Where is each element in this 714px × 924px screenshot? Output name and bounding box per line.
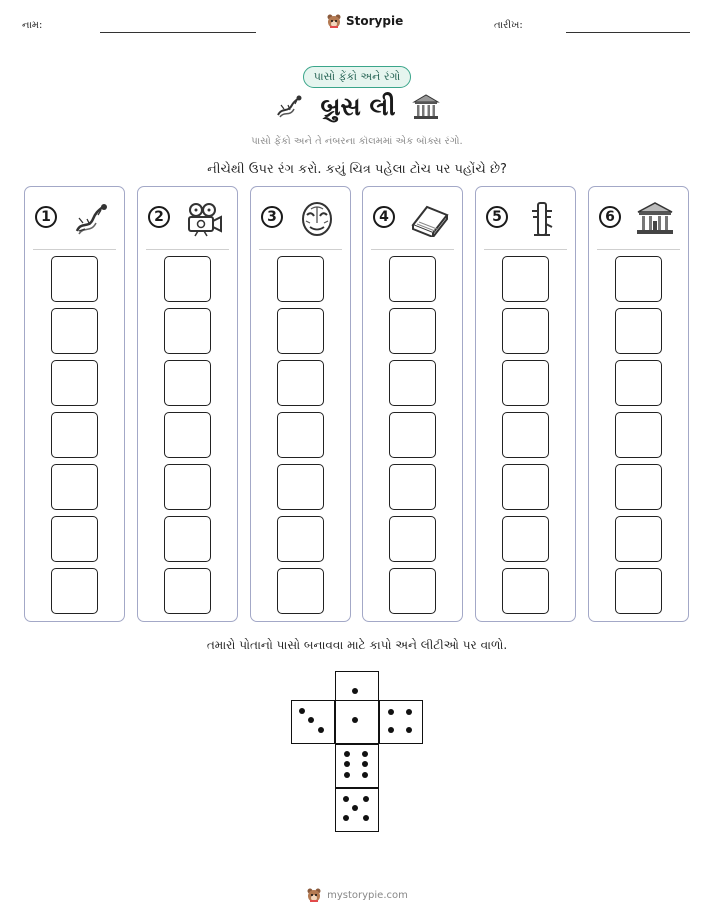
die-face-right: [379, 700, 423, 744]
color-box[interactable]: [277, 256, 324, 302]
color-box[interactable]: [277, 412, 324, 458]
color-box[interactable]: [51, 516, 98, 562]
color-box[interactable]: [164, 464, 211, 510]
date-label: તારીખ:: [494, 20, 523, 31]
color-box[interactable]: [277, 568, 324, 614]
column-divider: [371, 249, 454, 250]
pip: [352, 805, 358, 811]
column-number: 2: [148, 206, 170, 228]
color-box[interactable]: [389, 464, 436, 510]
column-number: 4: [373, 206, 395, 228]
pip: [362, 761, 368, 767]
dragon-icon: [71, 201, 111, 237]
book-icon: [409, 201, 449, 237]
color-box[interactable]: [615, 516, 662, 562]
pip: [318, 727, 324, 733]
color-box[interactable]: [164, 360, 211, 406]
color-box[interactable]: [51, 412, 98, 458]
pip: [352, 717, 358, 723]
pip: [344, 751, 350, 757]
column-divider: [33, 249, 116, 250]
color-box[interactable]: [164, 308, 211, 354]
color-box[interactable]: [51, 464, 98, 510]
color-box[interactable]: [277, 464, 324, 510]
pip: [388, 709, 394, 715]
column-header: [146, 201, 229, 243]
die-face-center: [335, 700, 379, 744]
die-face-bottom: [335, 788, 379, 832]
column-5: [475, 186, 576, 622]
column-number: 3: [261, 206, 283, 228]
subtitle: પાસો ફેંકો અને તે નંબરના કૉલમમાં એક બૉક્સ રંગો.: [251, 136, 463, 147]
color-box[interactable]: [615, 308, 662, 354]
color-box[interactable]: [502, 568, 549, 614]
pip: [388, 727, 394, 733]
column-number: 1: [35, 206, 57, 228]
column-4: [362, 186, 463, 622]
dice-instruction-wrap: [0, 634, 714, 653]
pip: [299, 708, 305, 714]
color-box[interactable]: [164, 516, 211, 562]
color-box[interactable]: [277, 516, 324, 562]
column-3: [250, 186, 351, 622]
color-box[interactable]: [615, 256, 662, 302]
color-box[interactable]: [615, 568, 662, 614]
pip: [344, 761, 350, 767]
brand-name: Storypie: [346, 14, 404, 28]
column-1: [24, 186, 125, 622]
color-box[interactable]: [51, 568, 98, 614]
color-box[interactable]: [502, 256, 549, 302]
name-line[interactable]: [100, 32, 256, 33]
column-divider: [597, 249, 680, 250]
color-box[interactable]: [164, 256, 211, 302]
color-box[interactable]: [389, 256, 436, 302]
column-header: [371, 201, 454, 243]
question: નીચેથી ઉપર રંગ કરો. કયું ચિત્ર પહેલા ટોચ પર પહોંચે છે?: [207, 162, 507, 177]
subtitle-wrap: [0, 129, 714, 148]
color-box[interactable]: [51, 360, 98, 406]
question-wrap: [0, 158, 714, 177]
museum-icon: [635, 201, 675, 237]
column-6: [588, 186, 689, 622]
pip: [362, 751, 368, 757]
color-box[interactable]: [615, 412, 662, 458]
color-box[interactable]: [502, 412, 549, 458]
footer: [306, 887, 408, 903]
name-label: નામ:: [22, 20, 43, 31]
pip: [362, 772, 368, 778]
die-face-lower: [335, 744, 379, 788]
dragon-icon: [274, 93, 304, 121]
color-box[interactable]: [389, 568, 436, 614]
bear-mascot-icon: [306, 887, 322, 903]
date-line[interactable]: [566, 32, 690, 33]
pip: [363, 796, 369, 802]
movie-camera-icon: [184, 201, 224, 237]
color-box[interactable]: [389, 360, 436, 406]
pip: [363, 815, 369, 821]
color-box[interactable]: [615, 464, 662, 510]
column-divider: [259, 249, 342, 250]
column-2: [137, 186, 238, 622]
color-box[interactable]: [502, 308, 549, 354]
color-box[interactable]: [164, 568, 211, 614]
color-box[interactable]: [615, 360, 662, 406]
dice-instruction: તમારો પોતાનો પાસો બનાવવા માટે કાપો અને લીટીઓ પર વાળો.: [206, 638, 508, 652]
pip: [406, 727, 412, 733]
color-box[interactable]: [164, 412, 211, 458]
column-header: [484, 201, 567, 243]
pip: [343, 796, 349, 802]
column-header: [259, 201, 342, 243]
pill-wrap: [0, 66, 714, 88]
color-box[interactable]: [389, 412, 436, 458]
die-face-left: [291, 700, 335, 744]
pip: [352, 688, 358, 694]
column-divider: [484, 249, 567, 250]
page-title: બ્રુસ લી: [320, 92, 396, 121]
bear-mascot-icon: [326, 13, 342, 29]
column-divider: [146, 249, 229, 250]
color-box[interactable]: [502, 516, 549, 562]
opera-mask-icon: [297, 201, 337, 237]
column-number: 6: [599, 206, 621, 228]
color-box[interactable]: [502, 360, 549, 406]
game-pill: પાસો ફેંકો અને રંગો: [303, 66, 412, 88]
pip: [308, 717, 314, 723]
brand-logo: [326, 13, 403, 29]
color-box[interactable]: [51, 308, 98, 354]
color-box[interactable]: [502, 464, 549, 510]
pip: [406, 709, 412, 715]
museum-icon: [412, 93, 440, 121]
color-box[interactable]: [277, 308, 324, 354]
title-wrap: [0, 92, 714, 122]
footer-wrap: [0, 887, 714, 903]
color-box[interactable]: [389, 516, 436, 562]
column-header: [597, 201, 680, 243]
color-box[interactable]: [389, 308, 436, 354]
wooden-dummy-icon: [522, 201, 562, 237]
color-box[interactable]: [277, 360, 324, 406]
footer-url[interactable]: mystorypie.com: [327, 889, 408, 901]
pip: [343, 815, 349, 821]
pip: [344, 772, 350, 778]
column-header: [33, 201, 116, 243]
column-number: 5: [486, 206, 508, 228]
color-box[interactable]: [51, 256, 98, 302]
